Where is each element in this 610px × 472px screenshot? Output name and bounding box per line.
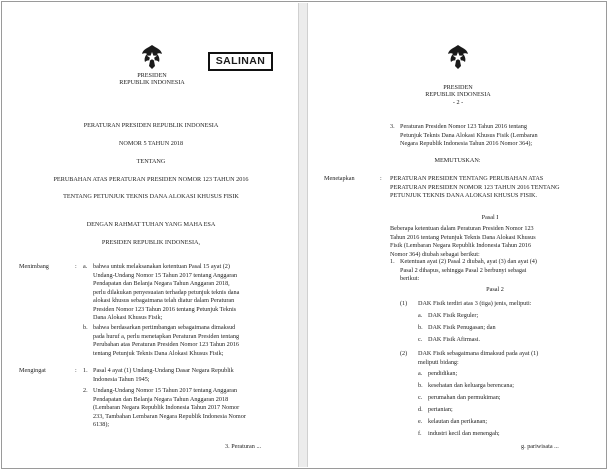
ayat-2-item-marker: c. [418, 394, 423, 401]
menimbang-a-marker: a. [83, 263, 88, 270]
menetapkan-line: PETUNJUK TEKNIS DANA ALOKASI KHUSUS FISIK. [390, 192, 538, 199]
mengingat-2-line: Undang-Undang Nomor 15 Tahun 2017 tentang Anggaran [93, 387, 238, 394]
ayat-1-marker: (1) [400, 300, 408, 307]
menetapkan-separator: : [380, 175, 382, 182]
ayat-2-marker: (2) [400, 350, 408, 357]
menimbang-a-line: Dana Alokasi Khusus Fisik; [93, 314, 163, 321]
ayat-1-item-marker: c. [418, 336, 423, 343]
pasal-i-heading: Pasal I [481, 214, 499, 221]
mengingat-1-line: Indonesia Tahun 1945; [93, 375, 150, 383]
mengingat-2-line: (Lembaran Negara Republik Indonesia Tahun 2017 Nomor [93, 404, 240, 411]
item-3-marker: 3. [390, 123, 395, 130]
document-page-1 [3, 3, 299, 467]
regulation-title: PERATURAN PRESIDEN REPUBLIK INDONESIA [83, 122, 219, 129]
change-1-line: berikut: [400, 275, 420, 282]
ayat-2-item-text: perumahan dan permukiman; [428, 394, 501, 401]
ayat-2-item-text: kelautan dan perikanan; [428, 418, 488, 425]
ayat-2-item-text: pendidikan; [428, 370, 458, 377]
amendment-intro-line: Beberapa ketentuan dalam Peraturan Presiden Nomor 123 [390, 225, 534, 232]
letterhead-line-2: REPUBLIK INDONESIA [425, 91, 491, 98]
letterhead-line-2: REPUBLIK INDONESIA [119, 79, 185, 86]
change-1-marker: 1. [390, 258, 395, 265]
subject-line-2: TENTANG PETUNJUK TEKNIS DANA ALOKASI KHUSUS FISIK [63, 193, 239, 200]
menetapkan-line: PERATURAN PRESIDEN NOMOR 123 TAHUN 2016 TENTANG [390, 183, 560, 191]
ayat-2-item-marker: e. [418, 418, 423, 425]
ayat-1-item-text: DAK Fisik Penugasan; dan [428, 324, 496, 331]
amendment-intro-line: Nomor 364) diubah sebagai berikut: [390, 250, 480, 258]
menimbang-b-line: tentang Petunjuk Teknis Dana Alokasi Khusus Fisik; [93, 349, 224, 357]
ayat-1-item-text: DAK Fisik Afirmasi. [428, 336, 481, 343]
mengingat-separator: : [75, 367, 77, 374]
item-3-line: Petunjuk Teknis Dana Alokasi Khusus Fisik (Lembaran [400, 131, 538, 139]
ayat-2-item-text: industri kecil dan menengah; [428, 430, 500, 437]
ayat-2-item-text: pertanian; [428, 406, 453, 413]
garuda-emblem-icon [447, 44, 469, 70]
subject-line-1: PERUBAHAN ATAS PERATURAN PRESIDEN NOMOR 123 TAHUN 2016 [53, 176, 249, 183]
memutuskan-heading: MEMUTUSKAN: [434, 157, 481, 164]
regulation-number: NOMOR 5 TAHUN 2018 [118, 140, 184, 147]
ayat-2-item-text: kesehatan dan keluarga berencana; [428, 382, 514, 389]
menimbang-a-line: perlu dilakukan penyesuaian terhadap petunjuk teknis dana [93, 288, 240, 296]
ayat-2-item-marker: a. [418, 370, 423, 377]
mengingat-1-marker: 1. [83, 367, 88, 374]
about-label: TENTANG [136, 158, 166, 165]
mengingat-2-line: 6138); [93, 421, 110, 428]
menimbang-b-marker: b. [83, 324, 88, 331]
pasal-2-heading: Pasal 2 [486, 286, 504, 293]
ayat-2-line: DAK Fisik sebagaimana dimaksud pada ayat (1) [418, 350, 539, 357]
menetapkan-label: Menetapkan [324, 175, 355, 182]
item-3-line: Negara Republik Indonesia Tahun 2016 Nomor 364); [400, 140, 533, 147]
ayat-2-line: meliputi bidang: [418, 358, 459, 366]
menimbang-separator: : [75, 263, 77, 270]
menimbang-b-line: Perubahan atas Peraturan Presiden Nomor 123 Tahun 2016 [93, 341, 240, 348]
page-number: - 2 - [452, 99, 464, 106]
ayat-2-item-marker: b. [418, 382, 423, 389]
item-3-line: Peraturan Presiden Nomor 123 Tahun 2016 tentang [400, 123, 527, 130]
letterhead-line-1: PRESIDEN [137, 72, 167, 79]
mengingat-label: Mengingat [19, 367, 46, 374]
menetapkan-line: PERATURAN PRESIDEN TENTANG PERUBAHAN ATAS [390, 175, 544, 182]
salinan-stamp: SALINAN [208, 52, 273, 71]
mengingat-2-line: Pendapatan dan Belanja Negara Tahun Anggaran 2018 [93, 395, 229, 403]
grace-clause: DENGAN RAHMAT TUHAN YANG MAHA ESA [86, 221, 216, 228]
menimbang-b-line: bahwa berdasarkan pertimbangan sebagaimana dimaksud [93, 324, 236, 331]
ayat-1-item-text: DAK Fisik Reguler; [428, 312, 479, 319]
page-gutter [299, 3, 307, 467]
mengingat-2-line: 233, Tambahan Lembaran Negara Republik Indonesia Nomor [93, 412, 246, 420]
ayat-1-item-marker: b. [418, 324, 423, 331]
ayat-1-text: DAK Fisik terdiri atas 3 (tiga) jenis, meliputi: [418, 300, 532, 307]
menimbang-label: Menimbang [19, 263, 49, 270]
amendment-intro-line: Fisik (Lembaran Negara Republik Indonesia Tahun 2016 [390, 242, 532, 249]
change-1-line: Ketentuan ayat (2) Pasal 2 diubah, ayat (3) dan ayat (4) [400, 258, 537, 265]
letterhead-line-1: PRESIDEN [443, 84, 473, 91]
document-page-2 [307, 3, 606, 467]
ayat-2-item-marker: f. [418, 430, 422, 437]
menimbang-a-line: Pendapatan dan Belanja Negara Tahun Anggaran 2018, [93, 280, 230, 287]
menimbang-b-line: pada huruf a, perlu menetapkan Peraturan Presiden tentang [93, 332, 240, 340]
mengingat-1-line: Pasal 4 ayat (1) Undang-Undang Dasar Negara Republik [93, 367, 234, 374]
menimbang-a-line: Undang-Undang Nomor 15 Tahun 2017 tentang Anggaran [93, 271, 238, 279]
amendment-intro-line: Tahun 2016 tentang Petunjuk Teknis Dana Alokasi Khusus [390, 233, 536, 241]
menimbang-a-line: Presiden Nomor 123 Tahun 2016 tentang Petunjuk Teknis [93, 305, 237, 313]
garuda-emblem-icon [141, 44, 163, 70]
menimbang-a-line: alokasi khusus sebagaimana telah diatur dalam Peraturan [93, 297, 235, 304]
menimbang-a-line: bahwa untuk melaksanakan ketentuan Pasal 15 ayat (2) [93, 263, 230, 270]
ayat-2-item-marker: d. [418, 406, 423, 413]
ayat-1-item-marker: a. [418, 312, 423, 319]
mengingat-2-marker: 2. [83, 387, 88, 394]
change-1-line: Pasal 2 dihapus, sehingga Pasal 2 berbunyi sebagai [400, 266, 527, 274]
issuer-line: PRESIDEN REPUBLIK INDONESIA, [101, 239, 201, 246]
page-continuation: 3. Peraturan ... [225, 443, 262, 450]
page-continuation: g. pariwisata ... [521, 443, 559, 450]
